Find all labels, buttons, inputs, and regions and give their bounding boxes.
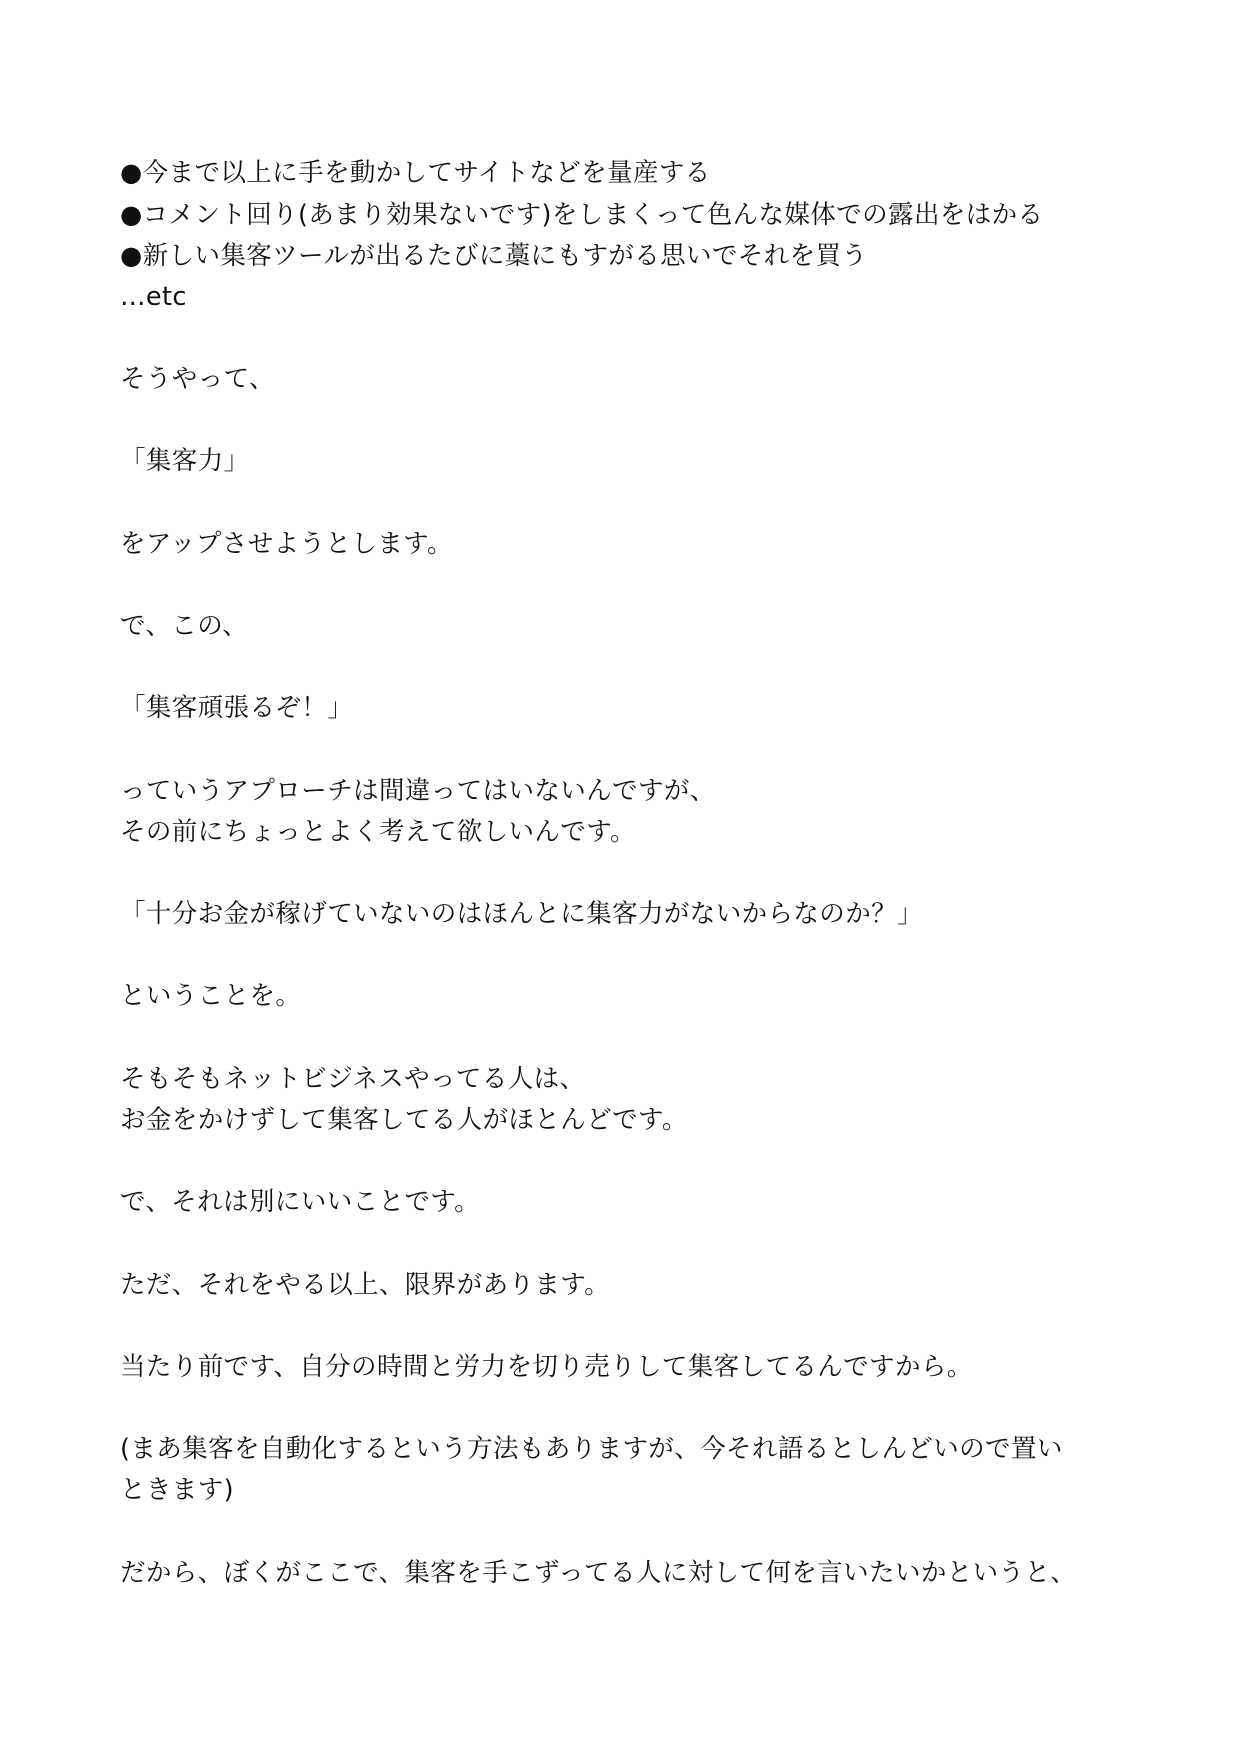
paragraph-6-line-1: っていうアプローチは間違ってはいないんですが、 [120,776,716,806]
paragraph-11: ただ、それをやる以上、限界があります。 [120,1270,611,1300]
paragraph-8: ということを。 [120,981,302,1011]
bullet-item-1: ●今まで以上に手を動かしてサイトなどを量産する [120,158,711,188]
bullet-item-3: ●新しい集客ツールが出るたびに藁にもすがる思いでそれを買う [120,241,868,271]
paragraph-2: 「集客力」 [120,446,250,476]
bullet-item-2: ●コメント回り(あまり効果ないです)をしまくって色んな媒体での露出をはかる [120,200,1044,230]
paragraph-9-line-2: お金をかけずして集客してる人がほとんどです。 [120,1105,688,1135]
paragraph-10: で、それは別にいいことです。 [120,1187,481,1217]
paragraph-9-line-1: そもそもネットビジネスやってる人は、 [120,1064,586,1094]
paragraph-3: をアップさせようとします。 [120,529,453,559]
paragraph-13-line-1: (まあ集客を自動化するという方法もありますが、今それ語るとしんどいので置い [120,1434,1063,1464]
paragraph-4: で、この、 [120,611,248,641]
paragraph-5: 「集客頑張るぞ！」 [120,693,354,723]
paragraph-14: だから、ぼくがここで、集客を手こずってる人に対して何を言いたいかというと、 [120,1558,1077,1588]
etc-text: …etc [120,282,187,312]
paragraph-7: 「十分お金が稼げていないのはほんとに集客力がないからなのか？」 [120,899,923,929]
paragraph-6-line-2: その前にちょっとよく考えて欲しいんです。 [120,817,636,847]
paragraph-13-line-2: ときます) [120,1475,234,1505]
paragraph-12: 当たり前です、自分の時間と労力を切り売りして集客してるんですから。 [120,1352,973,1382]
paragraph-1: そうやって、 [120,364,275,394]
